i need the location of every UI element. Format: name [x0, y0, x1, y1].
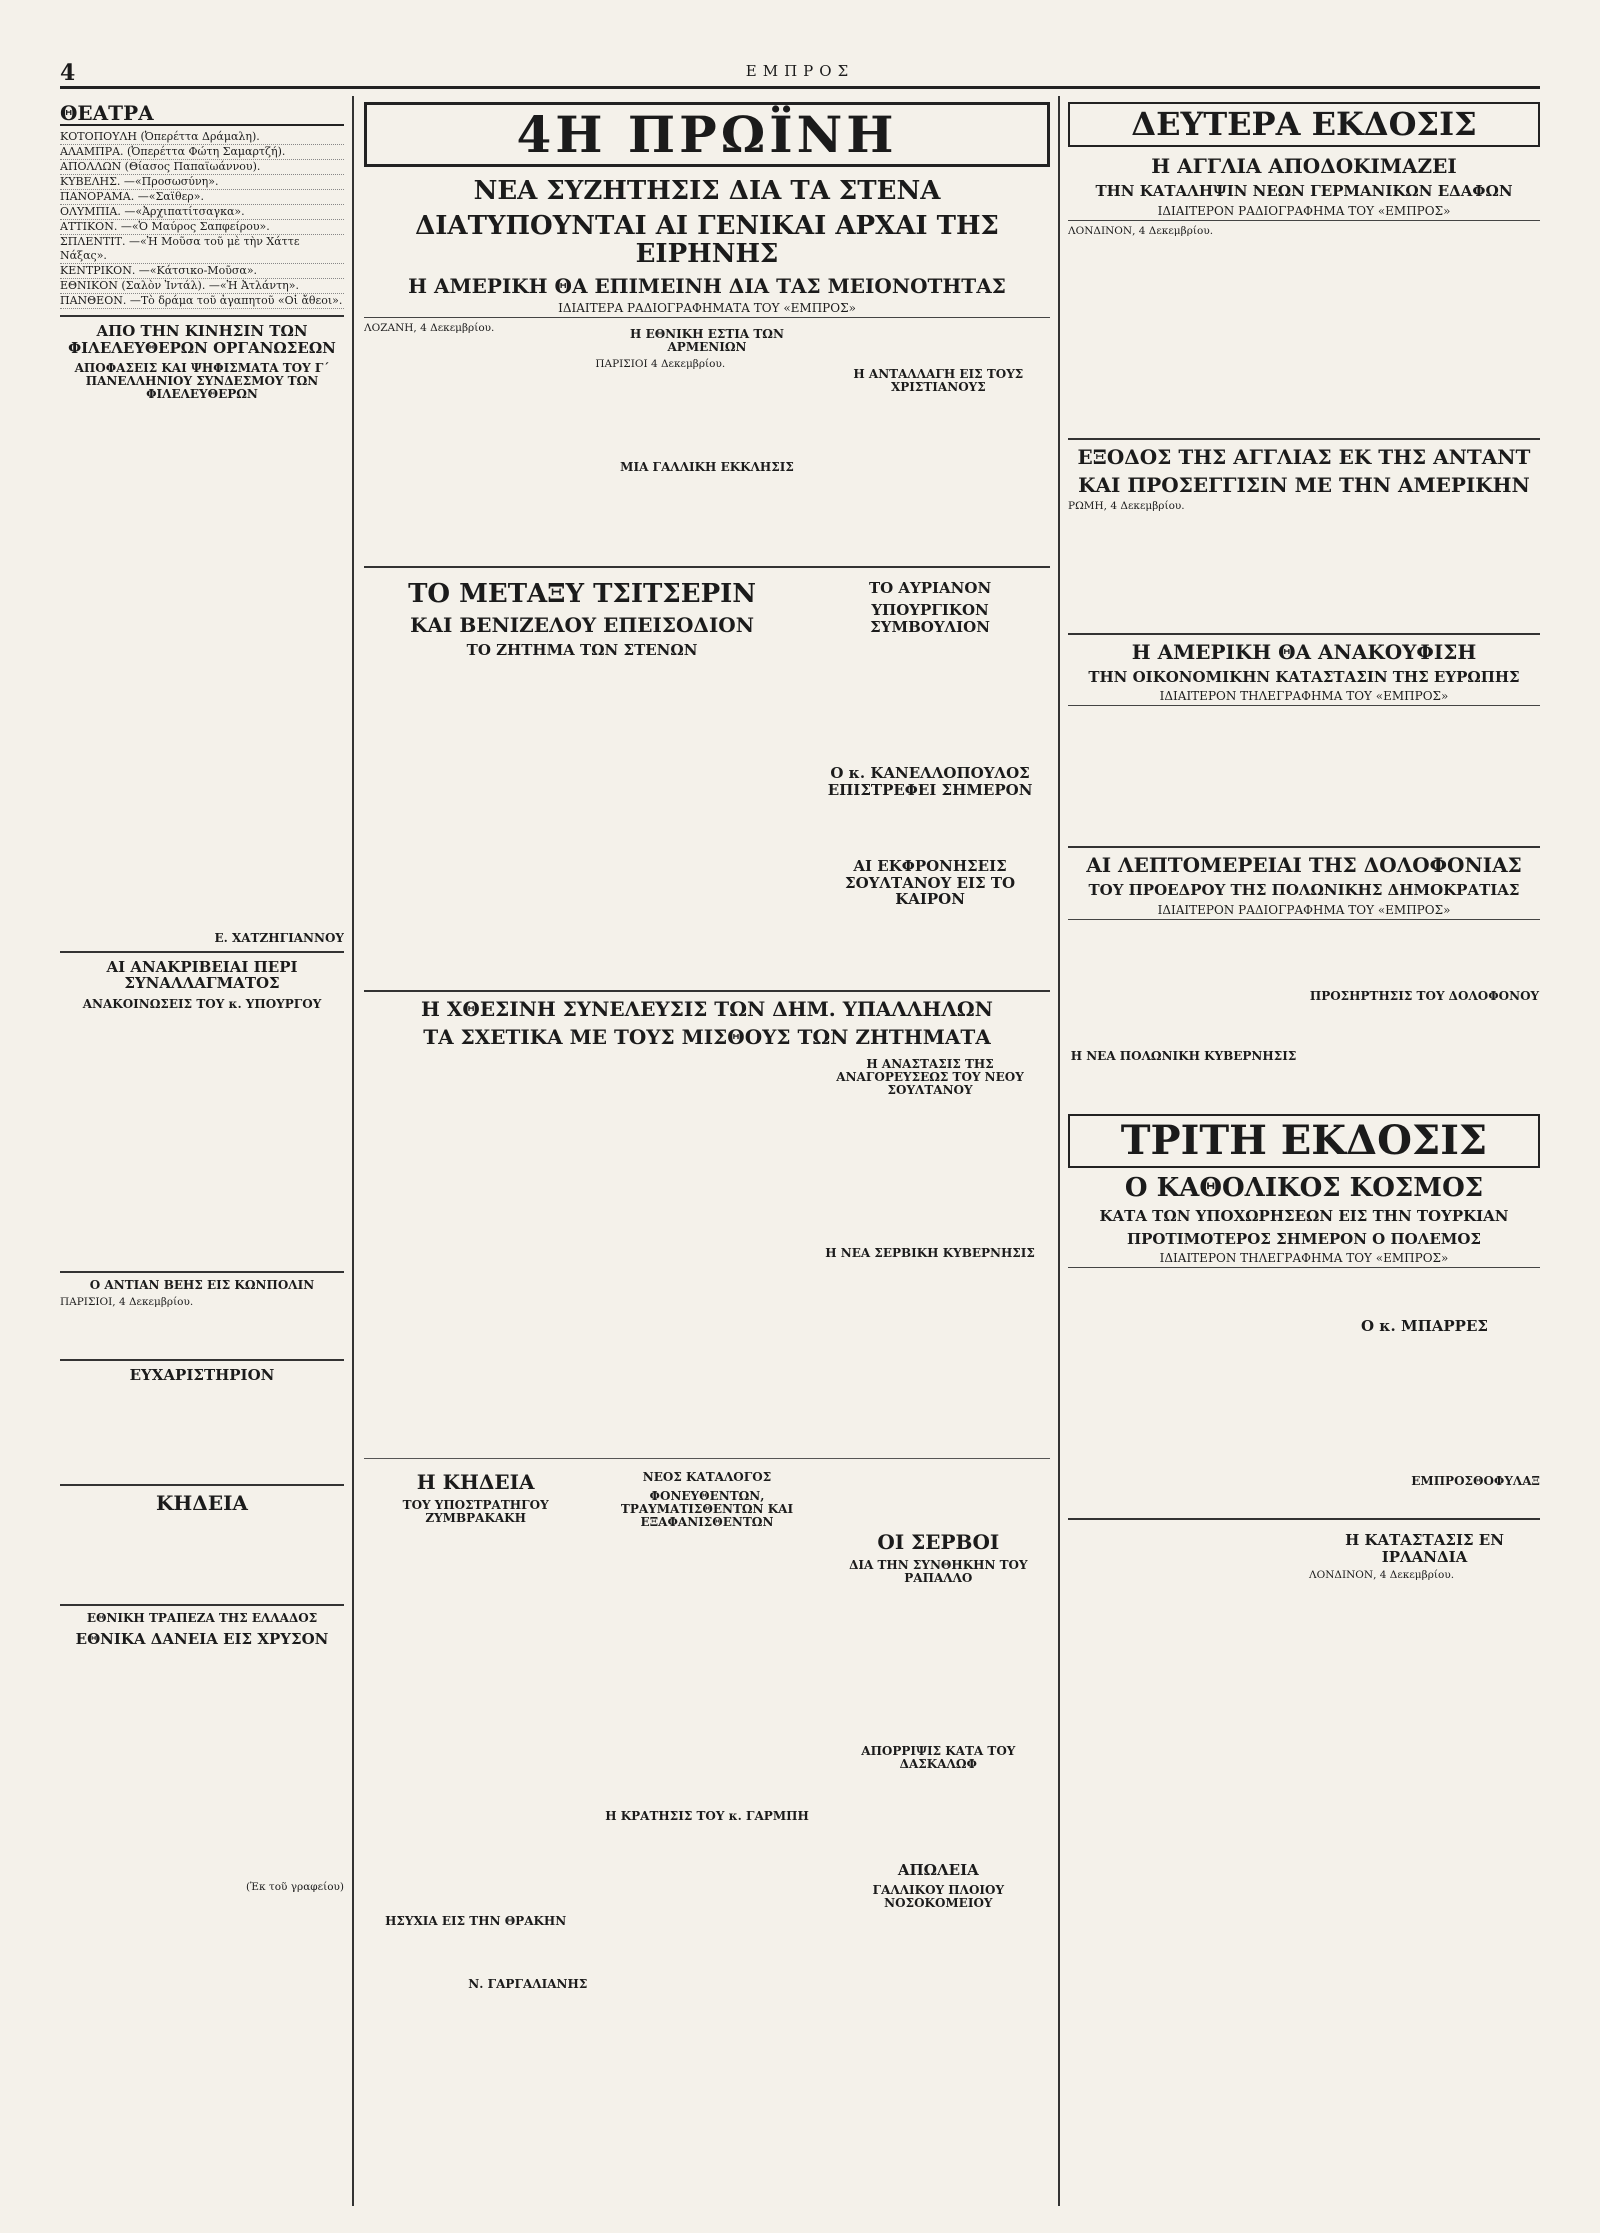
thrace-headline: ΗΣΥΧΙΑ ΕΙΣ ΤΗΝ ΘΡΑΚΗΝ [385, 1914, 567, 1929]
europe-economy-headline: ΤΗΝ ΟΙΚΟΝΟΜΙΚΗΝ ΚΑΤΑΣΤΑΣΙΝ ΤΗΣ ΕΥΡΩΠΗΣ [1088, 667, 1520, 686]
council-headline: ΤΟ ΑΥΡΙΑΝΟΝ [868, 578, 992, 597]
inquiry-subheadline: ΑΝΑΚΟΙΝΩΣΕΙΣ ΤΟΥ κ. ΥΠΟΥΡΓΟΥ [82, 996, 322, 1011]
council-subheadline: ΥΠΟΥΡΓΙΚΟΝ ΣΥΜΒΟΥΛΙΟΝ [870, 601, 990, 636]
america-approach-headline: ΚΑΙ ΠΡΟΣΕΓΓΙΣΙΝ ΜΕ ΤΗΝ ΑΜΕΡΙΚΗΝ [1078, 472, 1530, 497]
meeting-subheadline: ΤΑ ΣΧΕΤΙΚΑ ΜΕ ΤΟΥΣ ΜΙΣΘΟΥΣ ΤΩΝ ΖΗΤΗΜΑΤΑ [423, 1024, 991, 1049]
daskalov-headline: ΑΠΟΡΡΙΨΙΣ ΚΑΤΑ ΤΟΥ ΔΑΣΚΑΛΩΦ [861, 1744, 1016, 1772]
exchange-headline: Η ΑΝΤΑΛΛΑΓΗ ΕΙΣ ΤΟΥΣ ΧΡΙΣΤΙΑΝΟΥΣ [853, 366, 1024, 394]
article-body-placeholder [60, 1651, 344, 1881]
article-body-placeholder [827, 322, 1050, 362]
article-body-placeholder [1309, 1007, 1540, 1087]
article-body-placeholder [60, 1015, 344, 1265]
second-edition-banner: ΔΕΥΤΕΡΑ ΕΚΔΟΣΙΣ [1068, 102, 1540, 147]
telegram-line-2: ΙΔΙΑΙΤΕΡΟΝ ΤΗΛΕΓΡΑΦΗΜΑ ΤΟΥ «ΕΜΠΡΟΣ» [1068, 1251, 1540, 1268]
german-territory-headline: ΤΗΝ ΚΑΤΑΛΗΨΙΝ ΝΕΩΝ ΓΕΡΜΑΝΙΚΩΝ ΕΔΑΦΩΝ [1095, 182, 1513, 201]
theatres-list [60, 130, 344, 309]
article-body-placeholder [364, 663, 800, 963]
general-dateline: ΠΑΡΙΣΙΟΙ, 4 Δεκεμβρίου. [60, 1296, 194, 1309]
article-body-placeholder [595, 1534, 818, 1804]
theatre-item: ΣΠΛΕΝΤΙΤ. —«Ἡ Μοῦσα τοῦ μὲ τὴν Χάττε Νάξας». [60, 235, 344, 264]
turkey-concessions-headline: ΚΑΤΑ ΤΩΝ ΥΠΟΧΩΡΗΣΕΩΝ ΕΙΣ ΤΗΝ ΤΟΥΡΚΙΑΝ [1099, 1207, 1509, 1226]
org-signature: Ε. ΧΑΤΖΗΓΙΑΝΝΟΥ [214, 930, 344, 945]
article-body-placeholder [827, 1465, 1050, 1525]
theatre-item: ΑΤΤΙΚΟΝ. —«Ὁ Μαύρος Σαπφείρου». [60, 220, 344, 235]
theatre-item: ΠΑΝΟΡΑΜΑ. —«Σαϊθερ». [60, 190, 344, 205]
kideia-headline: Η ΚΗΔΕΙΑ [416, 1469, 535, 1494]
org-subheadline: ΑΠΟΦΑΣΕΙΣ ΚΑΙ ΨΗΦΙΣΜΑΤΑ ΤΟΥ Γ΄ ΠΑΝΕΛΛΗΝΙΟΥ ΣΥΝΔΕΣΜΟΥ ΤΩΝ ΦΙΛΕΛΕΥΘΕΡΩΝ [74, 361, 330, 402]
page-number: 4 [60, 60, 76, 86]
thrace-signature: Ν. ΓΑΡΓΑΛΙΑΝΗΣ [468, 1977, 588, 1992]
article-signature: ΕΜΠΡΟΣΘΟΦΥΛΑΞ [1411, 1473, 1540, 1488]
theatre-item: ΟΛΥΜΠΙΑ. —«Ἀρχιπατίτσαγκα». [60, 205, 344, 220]
thanks-headline: ΕΥΧΑΡΙΣΤΗΡΙΟΝ [129, 1366, 275, 1385]
article-body-placeholder [810, 802, 1050, 852]
article-body-placeholder [1068, 517, 1540, 627]
polish-government-headline: Η ΝΕΑ ΠΟΛΩΝΙΚΗ ΚΥΒΕΡΝΗΣΙΣ [1070, 1048, 1297, 1063]
dateline-lausanne: ΛΟΖΑΝΗ, 4 Δεκεμβρίου. [364, 321, 495, 334]
article-body-placeholder [60, 406, 344, 926]
america-relief-headline: Η ΑΜΕΡΙΚΗ ΘΑ ΑΝΑΚΟΥΦΙΣΗ [1131, 639, 1477, 664]
article-body-placeholder [364, 339, 587, 539]
article-body-placeholder [827, 1589, 1050, 1739]
article-body-placeholder [60, 1313, 344, 1353]
article-body-placeholder [1068, 1272, 1299, 1502]
third-edition-banner: ΤΡΙΤΗ ΕΚΔΟΣΙΣ [1068, 1114, 1540, 1168]
ship-loss-headline: ΑΠΩΛΕΙΑ [897, 1860, 979, 1879]
general-headline: Ο ΑΝΤΙΑΝ ΒΕΗΣ ΕΙΣ ΚΩΝΠΟΛΙΝ [89, 1277, 315, 1292]
article-body-placeholder [595, 478, 818, 558]
america-headline: Η ΑΜΕΡΙΚΗ ΘΑ ΕΠΙΜΕΙΝΗ ΔΙΑ ΤΑΣ ΜΕΙΟΝΟΤΗΤΑΣ [408, 273, 1006, 298]
article-body-placeholder [1309, 1586, 1540, 1696]
dateline-paris: ΠΑΡΙΣΙΟΙ 4 Δεκεμβρίου. [595, 358, 726, 371]
running-header [60, 60, 1540, 89]
french-appeal-headline: ΜΙΑ ΓΑΛΛΙΚΗ ΕΚΚΛΗΣΙΣ [620, 460, 794, 475]
article-body-placeholder [827, 398, 1050, 558]
casualty-list-subheadline: ΦΟΝΕΥΘΕΝΤΩΝ, ΤΡΑΥΜΑΤΙΣΘΕΝΤΩΝ ΚΑΙ ΕΞΑΦΑΝΙΣΘΕΝΤΩΝ [620, 1488, 794, 1530]
serbs-subheadline: ΔΙΑ ΤΗΝ ΣΥΝΘΗΚΗΝ ΤΟΥ ΡΑΠΑΛΛΟ [849, 1557, 1028, 1585]
article-body-placeholder [364, 1932, 587, 1972]
column-rule [352, 96, 354, 2206]
dateline-london-2: ΛΟΝΔΙΝΟΝ, 4 Δεκεμβρίου. [1309, 1569, 1455, 1582]
funeral-headline: ΚΗΔΕΙΑ [156, 1490, 248, 1515]
article-body-placeholder [1309, 924, 1540, 984]
garbi-headline: Η ΚΡΑΤΗΣΙΣ ΤΟΥ κ. ΓΑΡΜΠΗ [605, 1808, 809, 1823]
venizelos-headline: ΚΑΙ ΒΕΝΙΖΕΛΟΥ ΕΠΕΙΣΟΔΙΟΝ [410, 613, 755, 638]
theatre-item: ΚΥΒΕΛΗΣ. —«Προσωσύνη». [60, 175, 344, 190]
dateline-rome: ΡΩΜΗ, 4 Δεκεμβρίου. [1068, 499, 1185, 512]
center-column [364, 96, 1050, 2206]
article-body-placeholder [60, 1518, 344, 1598]
assassin-headline: ΠΡΟΣΗΡΤΗΣΙΣ ΤΟΥ ΔΟΛΟΦΟΝΟΥ [1309, 988, 1540, 1003]
telegram-line: ΙΔΙΑΙΤΕΡΟΝ ΤΗΛΕΓΡΑΦΗΜΑ ΤΟΥ «ΕΜΠΡΟΣ» [1068, 689, 1540, 706]
straits-headline: ΝΕΑ ΣΥΖΗΤΗΣΙΣ ΔΙΑ ΤΑ ΣΤΕΝΑ [473, 176, 941, 206]
article-body-placeholder [810, 639, 1050, 759]
theatres-title: ΘΕΑΤΡΑ [60, 102, 344, 126]
article-body-placeholder [810, 1265, 1050, 1445]
casualty-list-headline: ΝΕΟΣ ΚΑΤΑΛΟΓΟΣ [642, 1469, 772, 1484]
chicherin-headline: ΤΟ ΜΕΤΑΞΥ ΤΣΙΤΣΕΡΙΝ [408, 578, 757, 609]
article-body-placeholder [595, 375, 818, 455]
article-body-placeholder [364, 1529, 587, 1909]
england-headline: Η ΑΓΓΛΙΑ ΑΠΟΔΟΚΙΜΑΖΕΙ [1151, 154, 1457, 179]
barres-headline: Ο κ. ΜΠΑΡΡΕΣ [1361, 1317, 1488, 1336]
article-body-placeholder [827, 1776, 1050, 1856]
serbs-headline: ΟΙ ΣΕΡΒΟΙ [877, 1529, 1000, 1554]
catholic-headline: Ο ΚΑΘΟΛΙΚΟΣ ΚΟΣΜΟΣ [1124, 1172, 1484, 1203]
kideia-subheadline: ΤΟΥ ΥΠΟΣΤΡΑΤΗΓΟΥ ΖΥΜΒΡΑΚΑΚΗ [402, 1497, 549, 1525]
radio-report-line-2: ΙΔΙΑΙΤΕΡΟΝ ΡΑΔΙΟΓΡΑΦΗΜΑ ΤΟΥ «ΕΜΠΡΟΣ» [1068, 903, 1540, 920]
kanellopoulos-headline: Ο κ. ΚΑΝΕΛΛΟΠΟΥΛΟΣ ΕΠΙΣΤΡΕΦΕΙ ΣΗΜΕΡΟΝ [827, 764, 1033, 799]
theatre-item: ΚΟΤΟΠΟΥΛΗ (Ὀπερέττα Δράμαλη). [60, 130, 344, 145]
straits-question-headline: ΤΟ ΖΗΤΗΜΑ ΤΩΝ ΣΤΕΝΩΝ [466, 641, 698, 660]
center-banner: 4Η ΠΡΩΪΝΗ [364, 102, 1050, 167]
meeting-headline: Η ΧΘΕΣΙΝΗ ΣΥΝΕΛΕΥΣΙΣ ΤΩΝ ΔΗΜ. ΥΠΑΛΛΗΛΩΝ [421, 996, 993, 1021]
new-sultan-headline: Η ΑΝΑΣΤΑΣΙΣ ΤΗΣ ΑΝΑΓΟΡΕΥΣΕΩΣ ΤΟΥ ΝΕΟΥ ΣΟΥΛΤΑΝΟΥ [836, 1056, 1024, 1098]
article-body-placeholder [1068, 242, 1540, 432]
entente-headline: ΕΞΟΔΟΣ ΤΗΣ ΑΓΓΛΙΑΣ ΕΚ ΤΗΣ ΑΝΤΑΝΤ [1077, 444, 1531, 469]
war-preferable-headline: ΠΡΟΤΙΜΟΤΕΡΟΣ ΣΗΜΕΡΟΝ Ο ΠΟΛΕΜΟΣ [1126, 1229, 1482, 1248]
special-reports-line: ΙΔΙΑΙΤΕΡΑ ΡΑΔΙΟΓΡΑΦΗΜΑΤΑ ΤΟΥ «ΕΜΠΡΟΣ» [364, 301, 1050, 318]
article-body-placeholder [1068, 1526, 1299, 1696]
inquiry-headline: ΑΙ ΑΝΑΚΡΙΒΕΙΑΙ ΠΕΡΙ ΣΥΝΑΛΛΑΓΜΑΤΟΣ [106, 957, 298, 993]
serbian-government-headline: Η ΝΕΑ ΣΕΡΒΙΚΗ ΚΥΒΕΡΝΗΣΙΣ [825, 1246, 1035, 1261]
peace-headline: ΔΙΑΤΥΠΟΥΝΤΑΙ ΑΙ ΓΕΝΙΚΑΙ ΑΡΧΑΙ ΤΗΣ ΕΙΡΗΝΗΣ [415, 210, 999, 270]
bank-subheadline: ΕΘΝΙΚΑ ΔΑΝΕΙΑ ΕΙΣ ΧΡΥΣΟΝ [75, 1629, 329, 1648]
polish-president-headline: ΤΟΥ ΠΡΟΕΔΡΟΥ ΤΗΣ ΠΟΛΩΝΙΚΗΣ ΔΗΜΟΚΡΑΤΙΑΣ [1088, 881, 1520, 900]
article-body-placeholder [1309, 1272, 1540, 1312]
article-body-placeholder [810, 1101, 1050, 1241]
article-body-placeholder [364, 1052, 800, 1432]
article-body-placeholder [827, 1914, 1050, 1974]
ireland-headline: Η ΚΑΤΑΣΤΑΣΙΣ ΕΝ ΙΡΛΑΝΔΙΑ [1345, 1531, 1504, 1566]
article-body-placeholder [1068, 710, 1540, 840]
article-body-placeholder [1309, 1339, 1540, 1469]
org-headline: ΑΠΟ ΤΗΝ ΚΙΝΗΣΙΝ ΤΩΝ ΦΙΛΕΛΕΥΘΕΡΩΝ ΟΡΓΑΝΩΣΕΩΝ [68, 322, 336, 357]
left-column [60, 96, 344, 2206]
newspaper-name: ΕΜΠΡΟΣ [745, 62, 855, 80]
article-body-placeholder [1068, 924, 1299, 1044]
armenian-headline: Η ΕΘΝΙΚΗ ΕΣΤΙΑ ΤΩΝ ΑΡΜΕΝΙΩΝ [630, 326, 784, 354]
assassination-headline: ΑΙ ΛΕΠΤΟΜΕΡΕΙΑΙ ΤΗΣ ΔΟΛΟΦΟΝΙΑΣ [1086, 853, 1522, 878]
bank-footer: (Ἐκ τοῦ γραφείου) [245, 1881, 344, 1894]
bank-headline: ΕΘΝΙΚΗ ΤΡΑΠΕΖΑ ΤΗΣ ΕΛΛΑΔΟΣ [86, 1610, 318, 1625]
ship-loss-subheadline: ΓΑΛΛΙΚΟΥ ΠΛΟΙΟΥ ΝΟΣΟΚΟΜΕΙΟΥ [872, 1883, 1005, 1911]
theatre-item: ΑΛΑΜΠΡΑ. (Ὀπερέττα Φώτη Σαμαρτζή). [60, 145, 344, 160]
column-rule [1058, 96, 1060, 2206]
theatre-item: ΑΠΟΛΛΩΝ (Θίασος Παπαϊωάννου). [60, 160, 344, 175]
article-body-placeholder [810, 912, 1050, 982]
theatre-item: ΕΘΝΙΚΟΝ (Σαλὸν Ἰντάλ). —«Ἡ Ἀτλάντη». [60, 279, 344, 294]
article-body-placeholder [595, 1827, 818, 1977]
sultan-weather-headline: ΑΙ ΕΚΦΡΟΝΗΣΕΙΣ ΣΟΥΛΤΑΝΟΥ ΕΙΣ ΤΟ ΚΑΙΡΟΝ [845, 857, 1016, 909]
dateline-london: ΛΟΝΔΙΝΟΝ, 4 Δεκεμβρίου. [1068, 224, 1214, 237]
theatre-item: ΠΑΝΘΕΟΝ. —Τὸ δράμα τοῦ ἀγαπητοῦ «Οἱ ἄθεοι». [60, 294, 343, 307]
right-column [1068, 96, 1540, 2206]
theatre-item: ΚΕΝΤΡΙΚΟΝ. —«Κάτσικο-Μοῦσα». [60, 264, 344, 279]
article-body-placeholder [60, 1388, 344, 1478]
radio-report-line: ΙΔΙΑΙΤΕΡΟΝ ΡΑΔΙΟΓΡΑΦΗΜΑ ΤΟΥ «ΕΜΠΡΟΣ» [1068, 204, 1540, 221]
